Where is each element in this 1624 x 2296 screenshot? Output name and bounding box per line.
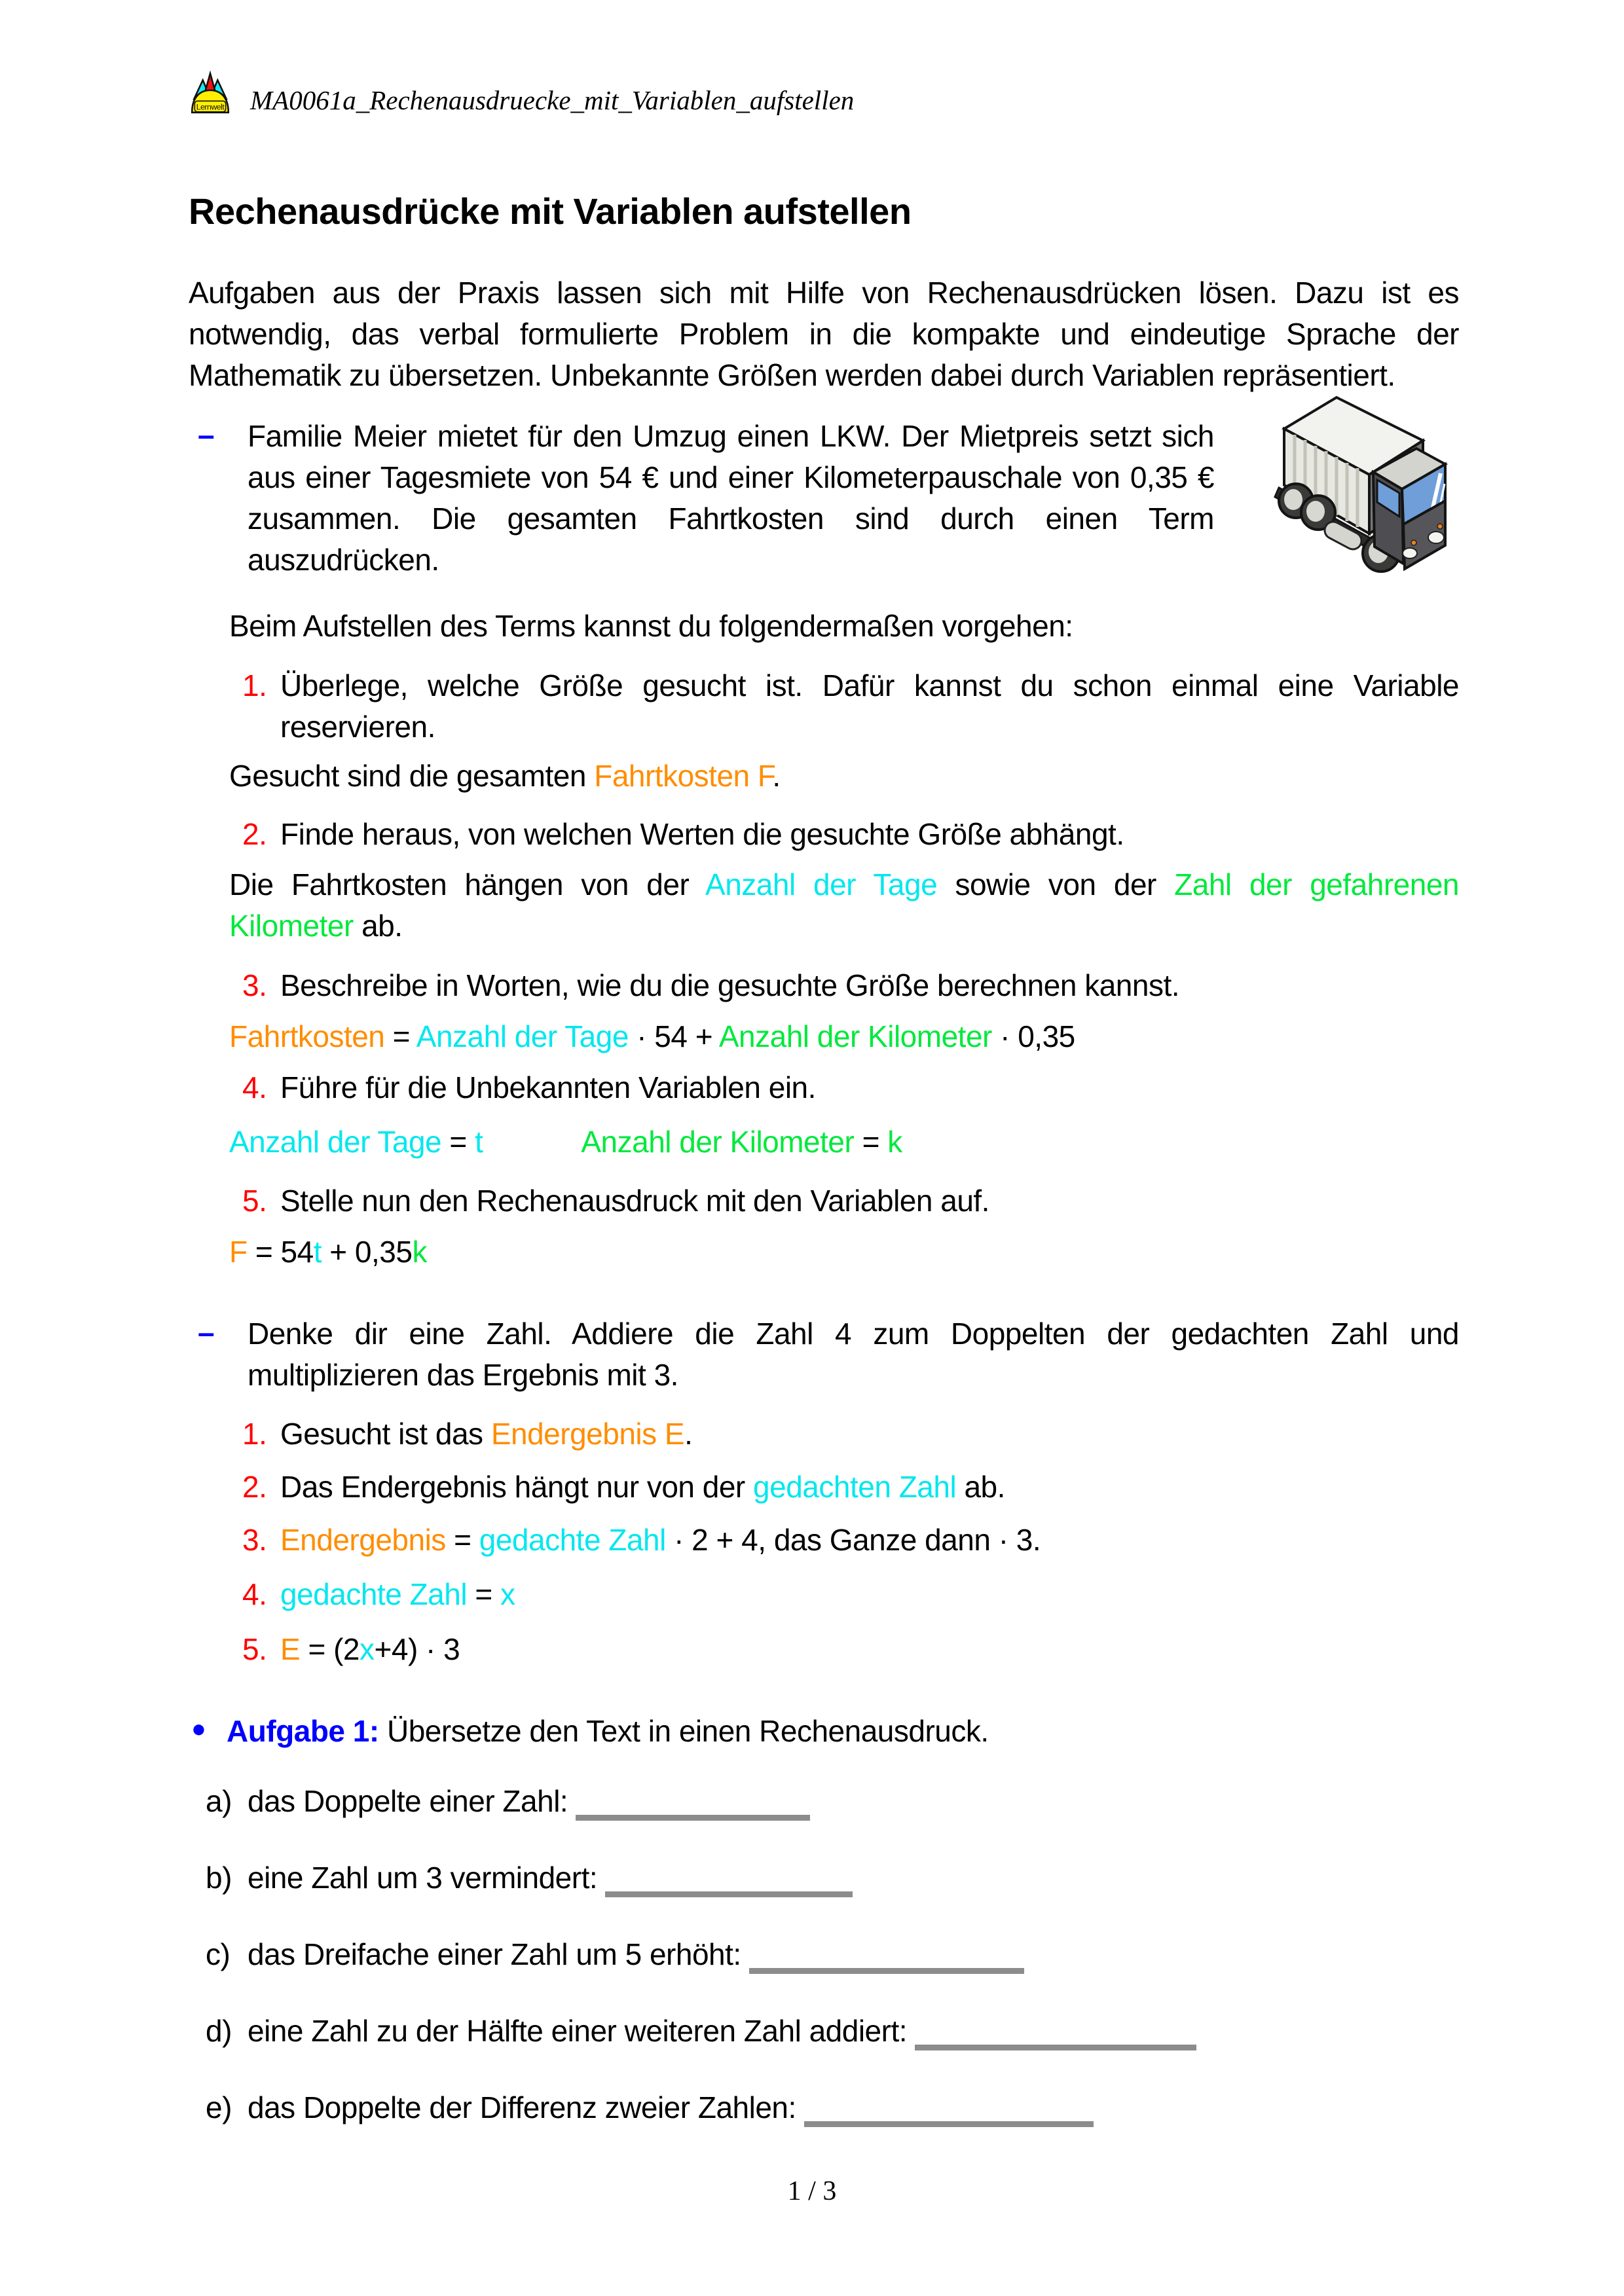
truck-image [1242, 388, 1497, 585]
s1-term: Endergebnis E [490, 1417, 685, 1451]
s2-pre: Das Endergebnis hängt nur von der [280, 1470, 754, 1504]
formula-days: Anzahl der Tage [416, 1019, 629, 1053]
dependency-post: ab. [353, 909, 403, 943]
s4-x: x [500, 1577, 515, 1611]
task-text: das Doppelte einer Zahl: [248, 1784, 568, 1818]
s5-x: x [360, 1632, 375, 1666]
example-2-step-2 [189, 1467, 1459, 1508]
s5-post: +4) · 3 [374, 1632, 460, 1666]
dependency-line [189, 864, 1459, 947]
example-1-problem-text: Familie Meier mietet für den Umzug einen LKW. Der Mietpreis setzt sich aus einer Tagesmiete von 54 € und einer Kilometerpauschale von 0,35 € zusammen. Die gesamten Fahrtkosten sind durch einen Term auszudrücken. [248, 419, 1214, 577]
var-t: t [475, 1125, 483, 1159]
sought-post: . [772, 759, 781, 793]
step-number: 5. [242, 1632, 267, 1666]
variable-definitions [189, 1121, 1459, 1163]
step-text: Stelle nun den Rechenausdruck mit den Variablen auf. [280, 1184, 989, 1218]
intro-paragraph: Aufgaben aus der Praxis lassen sich mit Hilfe von Rechenausdrücken lösen. Dazu ist es notwendig, das verbal formulierte Problem in die kompakte und eindeutige Sprache der Mathematik zu übersetzen. Unbekannte Größen werden dabei durch Variablen repräsentiert. [189, 276, 1459, 392]
s3-lhs: Endergebnis [280, 1523, 446, 1557]
task-text: eine Zahl zu der Hälfte einer weiteren Zahl addiert: [248, 2014, 908, 2048]
example-1-step-3 [189, 965, 1459, 1006]
bullet-dash-icon: – [198, 418, 215, 452]
task-item-d [189, 2011, 1459, 2052]
example-2-step-5 [189, 1629, 1459, 1670]
page-number: 1 / 3 [787, 2176, 837, 2206]
example-1-step-1 [189, 665, 1459, 748]
final-term [189, 1231, 1459, 1273]
example-2-step-4 [189, 1574, 1459, 1615]
document-header [189, 71, 1459, 117]
s3-post: · 2 + 4, das Ganze dann · 3. [665, 1523, 1041, 1557]
term-F: F [229, 1235, 248, 1269]
step-number: 5. [242, 1184, 267, 1218]
step-number: 4. [242, 1070, 267, 1104]
s5-pre: = (2 [300, 1632, 360, 1666]
step-text [280, 1413, 1459, 1455]
s5-E: E [280, 1632, 301, 1666]
task-text: eine Zahl um 3 vermindert: [248, 1861, 598, 1895]
step-text: Beschreibe in Worten, wie du die gesuchte Größe berechnen kannst. [280, 968, 1180, 1002]
task-letter: e) [206, 2090, 232, 2124]
example-2-problem-text: Denke dir eine Zahl. Addiere die Zahl 4 zum Doppelten der gedachten Zahl und multiplizieren das Ergebnis mit 3. [248, 1317, 1459, 1392]
task-item-e [189, 2087, 1459, 2128]
step-number: 1. [242, 1417, 267, 1451]
s2-zahl: gedachten Zahl [753, 1470, 957, 1504]
formula-op1: · 54 + [628, 1019, 719, 1053]
formula-op2: · 0,35 [991, 1019, 1075, 1053]
equals-sign: = [445, 1523, 479, 1557]
task-text: das Doppelte der Differenz zweier Zahlen: [248, 2090, 796, 2124]
lernwelt-logo-icon [189, 71, 232, 117]
example-1-step-4 [189, 1067, 1459, 1108]
step-text [280, 1574, 1459, 1615]
var-k: k [887, 1125, 902, 1159]
bullet-dash-icon: – [198, 1315, 215, 1349]
step-text: Führe für die Unbekannten Variablen ein. [280, 1070, 816, 1104]
step-number: 1. [242, 668, 267, 702]
task-item-b [189, 1857, 1459, 1899]
task-letter: d) [206, 2014, 232, 2048]
example-1-step-2 [189, 814, 1459, 855]
example-2-problem [189, 1313, 1459, 1396]
task-letter: c) [206, 1937, 231, 1971]
dependency-km: Zahl der gefahrenen Kilometer [229, 867, 1459, 943]
task-letter: b) [206, 1861, 232, 1895]
sought-term: Fahrtkosten F [594, 759, 773, 793]
answer-blank [804, 2116, 1094, 2127]
answer-blank [915, 2039, 1196, 2050]
task-letter: a) [206, 1784, 232, 1818]
s4-zahl: gedachte Zahl [280, 1577, 468, 1611]
dependency-mid: sowie von der [937, 867, 1175, 902]
var-days: Anzahl der Tage [229, 1125, 442, 1159]
equals-sign: = [384, 1019, 416, 1053]
step-number: 2. [242, 1470, 267, 1504]
logo-text: Lernwelt [196, 102, 225, 112]
dependency-days: Anzahl der Tage [705, 867, 938, 902]
answer-blank [605, 1886, 853, 1897]
s1-post: . [684, 1417, 693, 1451]
equals-sign: = [854, 1125, 888, 1159]
example-2-step-1 [189, 1413, 1459, 1455]
task-item-c [189, 1934, 1459, 1975]
step-text [280, 1520, 1459, 1561]
s1-pre: Gesucht ist das [280, 1417, 491, 1451]
task-text: das Dreifache einer Zahl um 5 erhöht: [248, 1937, 741, 1971]
page-title: Rechenausdrücke mit Variablen aufstellen [189, 191, 912, 232]
bullet-dot-icon: ● [191, 1715, 206, 1743]
step-number: 2. [242, 817, 267, 851]
term-plus035: + 0,35 [321, 1235, 413, 1269]
var-km: Anzahl der Kilometer [581, 1125, 855, 1159]
formula-km: Anzahl der Kilometer [718, 1019, 992, 1053]
example-1-step-5 [189, 1180, 1459, 1222]
sought-pre: Gesucht sind die gesamten [229, 759, 595, 793]
equals-sign: = [441, 1125, 475, 1159]
procedure-intro: Beim Aufstellen des Terms kannst du folgendermaßen vorgehen: [229, 609, 1073, 643]
task-1-heading [189, 1711, 1459, 1752]
task-item-a [189, 1781, 1459, 1822]
step-text: Finde heraus, von welchen Werten die gesuchte Größe abhängt. [280, 817, 1124, 851]
example-1-problem [189, 416, 1459, 581]
step-number: 4. [242, 1577, 267, 1611]
step-number: 3. [242, 1523, 267, 1557]
example-2-step-3 [189, 1520, 1459, 1561]
document-code: MA0061a_Rechenausdruecke_mit_Variablen_aufstellen [250, 85, 855, 115]
task-1-instruction: Übersetze den Text in einen Rechenausdruck. [378, 1714, 989, 1748]
word-formula [189, 1016, 1459, 1057]
term-eq54: = 54 [247, 1235, 314, 1269]
term-t: t [313, 1235, 322, 1269]
answer-blank [749, 1963, 1024, 1974]
equals-sign: = [467, 1577, 500, 1611]
task-1-label: Aufgabe 1: [227, 1714, 379, 1748]
sought-line [189, 756, 1459, 797]
step-number: 3. [242, 968, 267, 1002]
term-k: k [412, 1235, 427, 1269]
step-text [280, 1467, 1459, 1508]
step-text [280, 1629, 1459, 1670]
s3-zahl: gedachte Zahl [479, 1523, 666, 1557]
answer-blank [576, 1810, 810, 1821]
step-text: Überlege, welche Größe gesucht ist. Dafür kannst du schon einmal eine Variable reservieren. [280, 668, 1459, 744]
s2-post: ab. [956, 1470, 1005, 1504]
dependency-pre: Die Fahrtkosten hängen von der [229, 867, 706, 902]
formula-lhs: Fahrtkosten [229, 1019, 385, 1053]
